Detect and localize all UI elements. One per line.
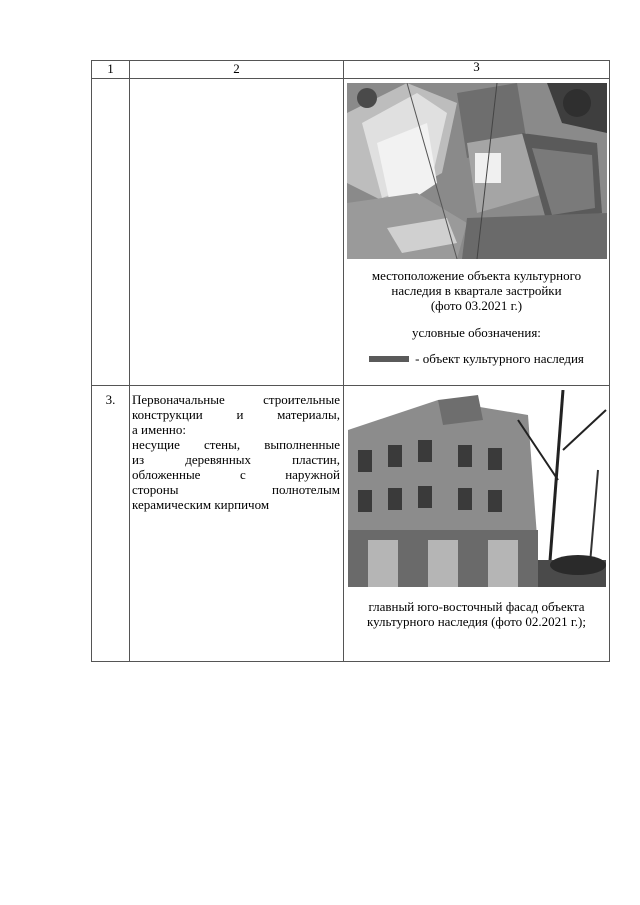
legend-title: условные обозначения: xyxy=(412,325,541,340)
description-line: обложенные с наружной xyxy=(132,467,340,482)
row-number: 3. xyxy=(92,386,130,662)
legend-row xyxy=(344,351,609,367)
header-col-3: 3 xyxy=(344,61,610,79)
row-photo-cell xyxy=(344,386,610,662)
description-line: конструкции и материалы, xyxy=(132,407,340,422)
legend-item-label: - объект культурного наследия xyxy=(415,351,584,366)
heritage-table xyxy=(91,60,610,662)
description-line: несущие стены, выполненные xyxy=(132,437,340,452)
header-col-2: 2 xyxy=(130,61,344,79)
table-row-3 xyxy=(92,386,610,662)
row-photo-cell xyxy=(344,79,610,386)
row-description xyxy=(130,386,344,662)
row-description xyxy=(130,79,344,386)
photo-caption xyxy=(344,268,609,313)
photo-caption xyxy=(344,599,609,629)
caption-line: культурного наследия (фото 02.2021 г.); xyxy=(367,614,586,629)
header-col-1: 1 xyxy=(92,61,130,79)
caption-line: наследия в квартале застройки xyxy=(391,283,562,298)
caption-line: главный юго-восточный фасад объекта xyxy=(368,599,585,614)
description-line: Первоначальные строительные xyxy=(132,392,340,407)
row-number xyxy=(92,79,130,386)
aerial-photo xyxy=(347,83,607,259)
description-line: керамическим кирпичом xyxy=(132,497,270,512)
legend-line-swatch xyxy=(369,356,409,362)
caption-line: (фото 03.2021 г.) xyxy=(430,298,523,313)
description-line: стороны полнотелым xyxy=(132,482,340,497)
table-row-continuation xyxy=(92,79,610,386)
table-header-row xyxy=(92,61,610,79)
description-line: из деревянных пластин, xyxy=(132,452,340,467)
facade-photo xyxy=(347,390,607,587)
caption-line: местоположение объекта культурного xyxy=(371,268,582,283)
description-line: а именно: xyxy=(132,422,186,437)
